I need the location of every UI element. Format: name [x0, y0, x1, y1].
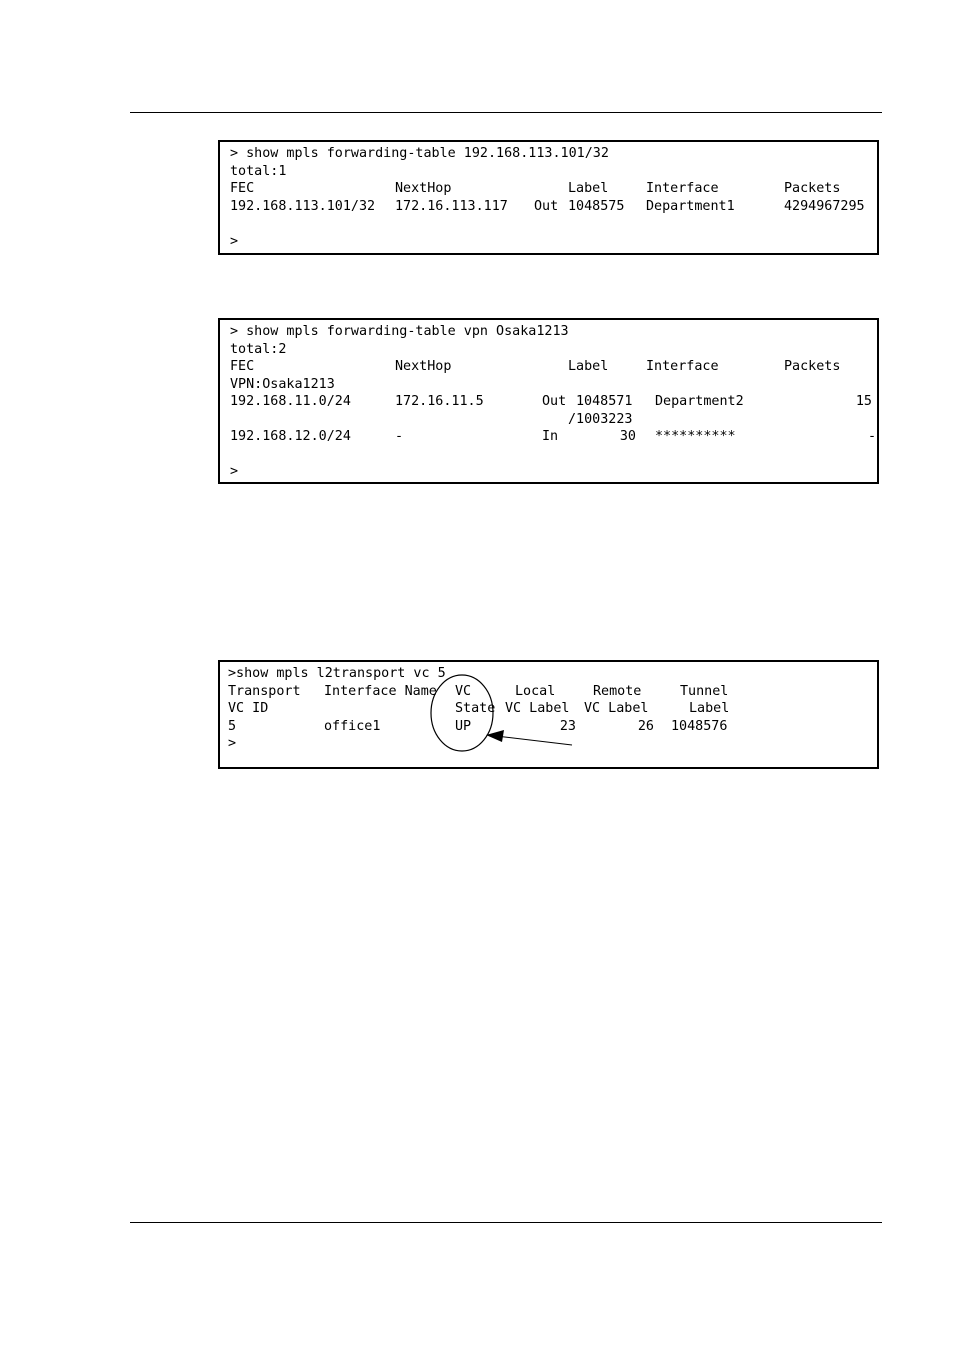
prompt: > [230, 464, 239, 479]
header-remote-vc-label: VC Label [584, 701, 649, 716]
header-interface-name: Interface Name [324, 684, 437, 699]
terminal-output-l2transport-vc [218, 660, 879, 769]
header-vc-id: VC ID [228, 701, 269, 716]
row-label: 1048575 [568, 199, 625, 214]
page-header-rule [130, 112, 882, 113]
page-footer-rule [130, 1222, 882, 1223]
terminal-output-forwarding-table-vpn [218, 318, 879, 484]
header-nexthop: NextHop [395, 359, 452, 374]
terminal-output-forwarding-table-fec [218, 140, 879, 255]
row-packets: 4294967295 [784, 199, 865, 214]
row-vc-id: 5 [228, 719, 237, 734]
header-transport: Transport [228, 684, 301, 699]
header-packets: Packets [784, 359, 841, 374]
row-tunnel-label: 1048576 [671, 719, 728, 734]
row-label: 30 [619, 429, 636, 444]
row-fec: 192.168.12.0/24 [230, 429, 351, 444]
row-remote-vc-label: 26 [637, 719, 654, 734]
row-interface: Department2 [655, 394, 744, 409]
row-packets: - [867, 429, 876, 444]
row-direction: In [542, 429, 559, 444]
row-interface-name: office1 [324, 719, 381, 734]
row-fec: 192.168.11.0/24 [230, 394, 351, 409]
row-state: UP [455, 719, 472, 734]
total-line: total:2 [230, 342, 287, 357]
header-tunnel-label: Label [689, 701, 730, 716]
total-line: total:1 [230, 164, 287, 179]
row-nexthop: 172.16.11.5 [395, 394, 484, 409]
header-remote: Remote [593, 684, 642, 699]
row-label-secondary: /1003223 [568, 412, 633, 427]
header-state: State [455, 701, 496, 716]
prompt: > [228, 736, 237, 751]
header-local: Local [515, 684, 556, 699]
row-direction: Out [534, 199, 559, 214]
header-label: Label [568, 359, 609, 374]
header-fec: FEC [230, 359, 255, 374]
prompt: > [230, 234, 239, 249]
row-fec: 192.168.113.101/32 [230, 199, 376, 214]
header-local-vc-label: VC Label [505, 701, 570, 716]
command-line: >show mpls l2transport vc 5 [228, 666, 446, 681]
header-label: Label [568, 181, 609, 196]
command-line: > show mpls forwarding-table vpn Osaka1213 [230, 324, 569, 339]
header-tunnel: Tunnel [680, 684, 729, 699]
header-fec: FEC [230, 181, 255, 196]
row-direction: Out [542, 394, 567, 409]
header-interface: Interface [646, 359, 719, 374]
row-label: 1048571 [576, 394, 633, 409]
command-line: > show mpls forwarding-table 192.168.113.101/32 [230, 146, 609, 161]
row-packets: 15 [855, 394, 872, 409]
header-vc: VC [455, 684, 472, 699]
header-interface: Interface [646, 181, 719, 196]
row-interface: ********** [655, 429, 736, 444]
row-interface: Department1 [646, 199, 735, 214]
row-local-vc-label: 23 [559, 719, 576, 734]
vpn-name: VPN:Osaka1213 [230, 377, 335, 392]
header-packets: Packets [784, 181, 841, 196]
header-nexthop: NextHop [395, 181, 452, 196]
row-nexthop: 172.16.113.117 [395, 199, 508, 214]
row-nexthop: - [395, 429, 404, 444]
